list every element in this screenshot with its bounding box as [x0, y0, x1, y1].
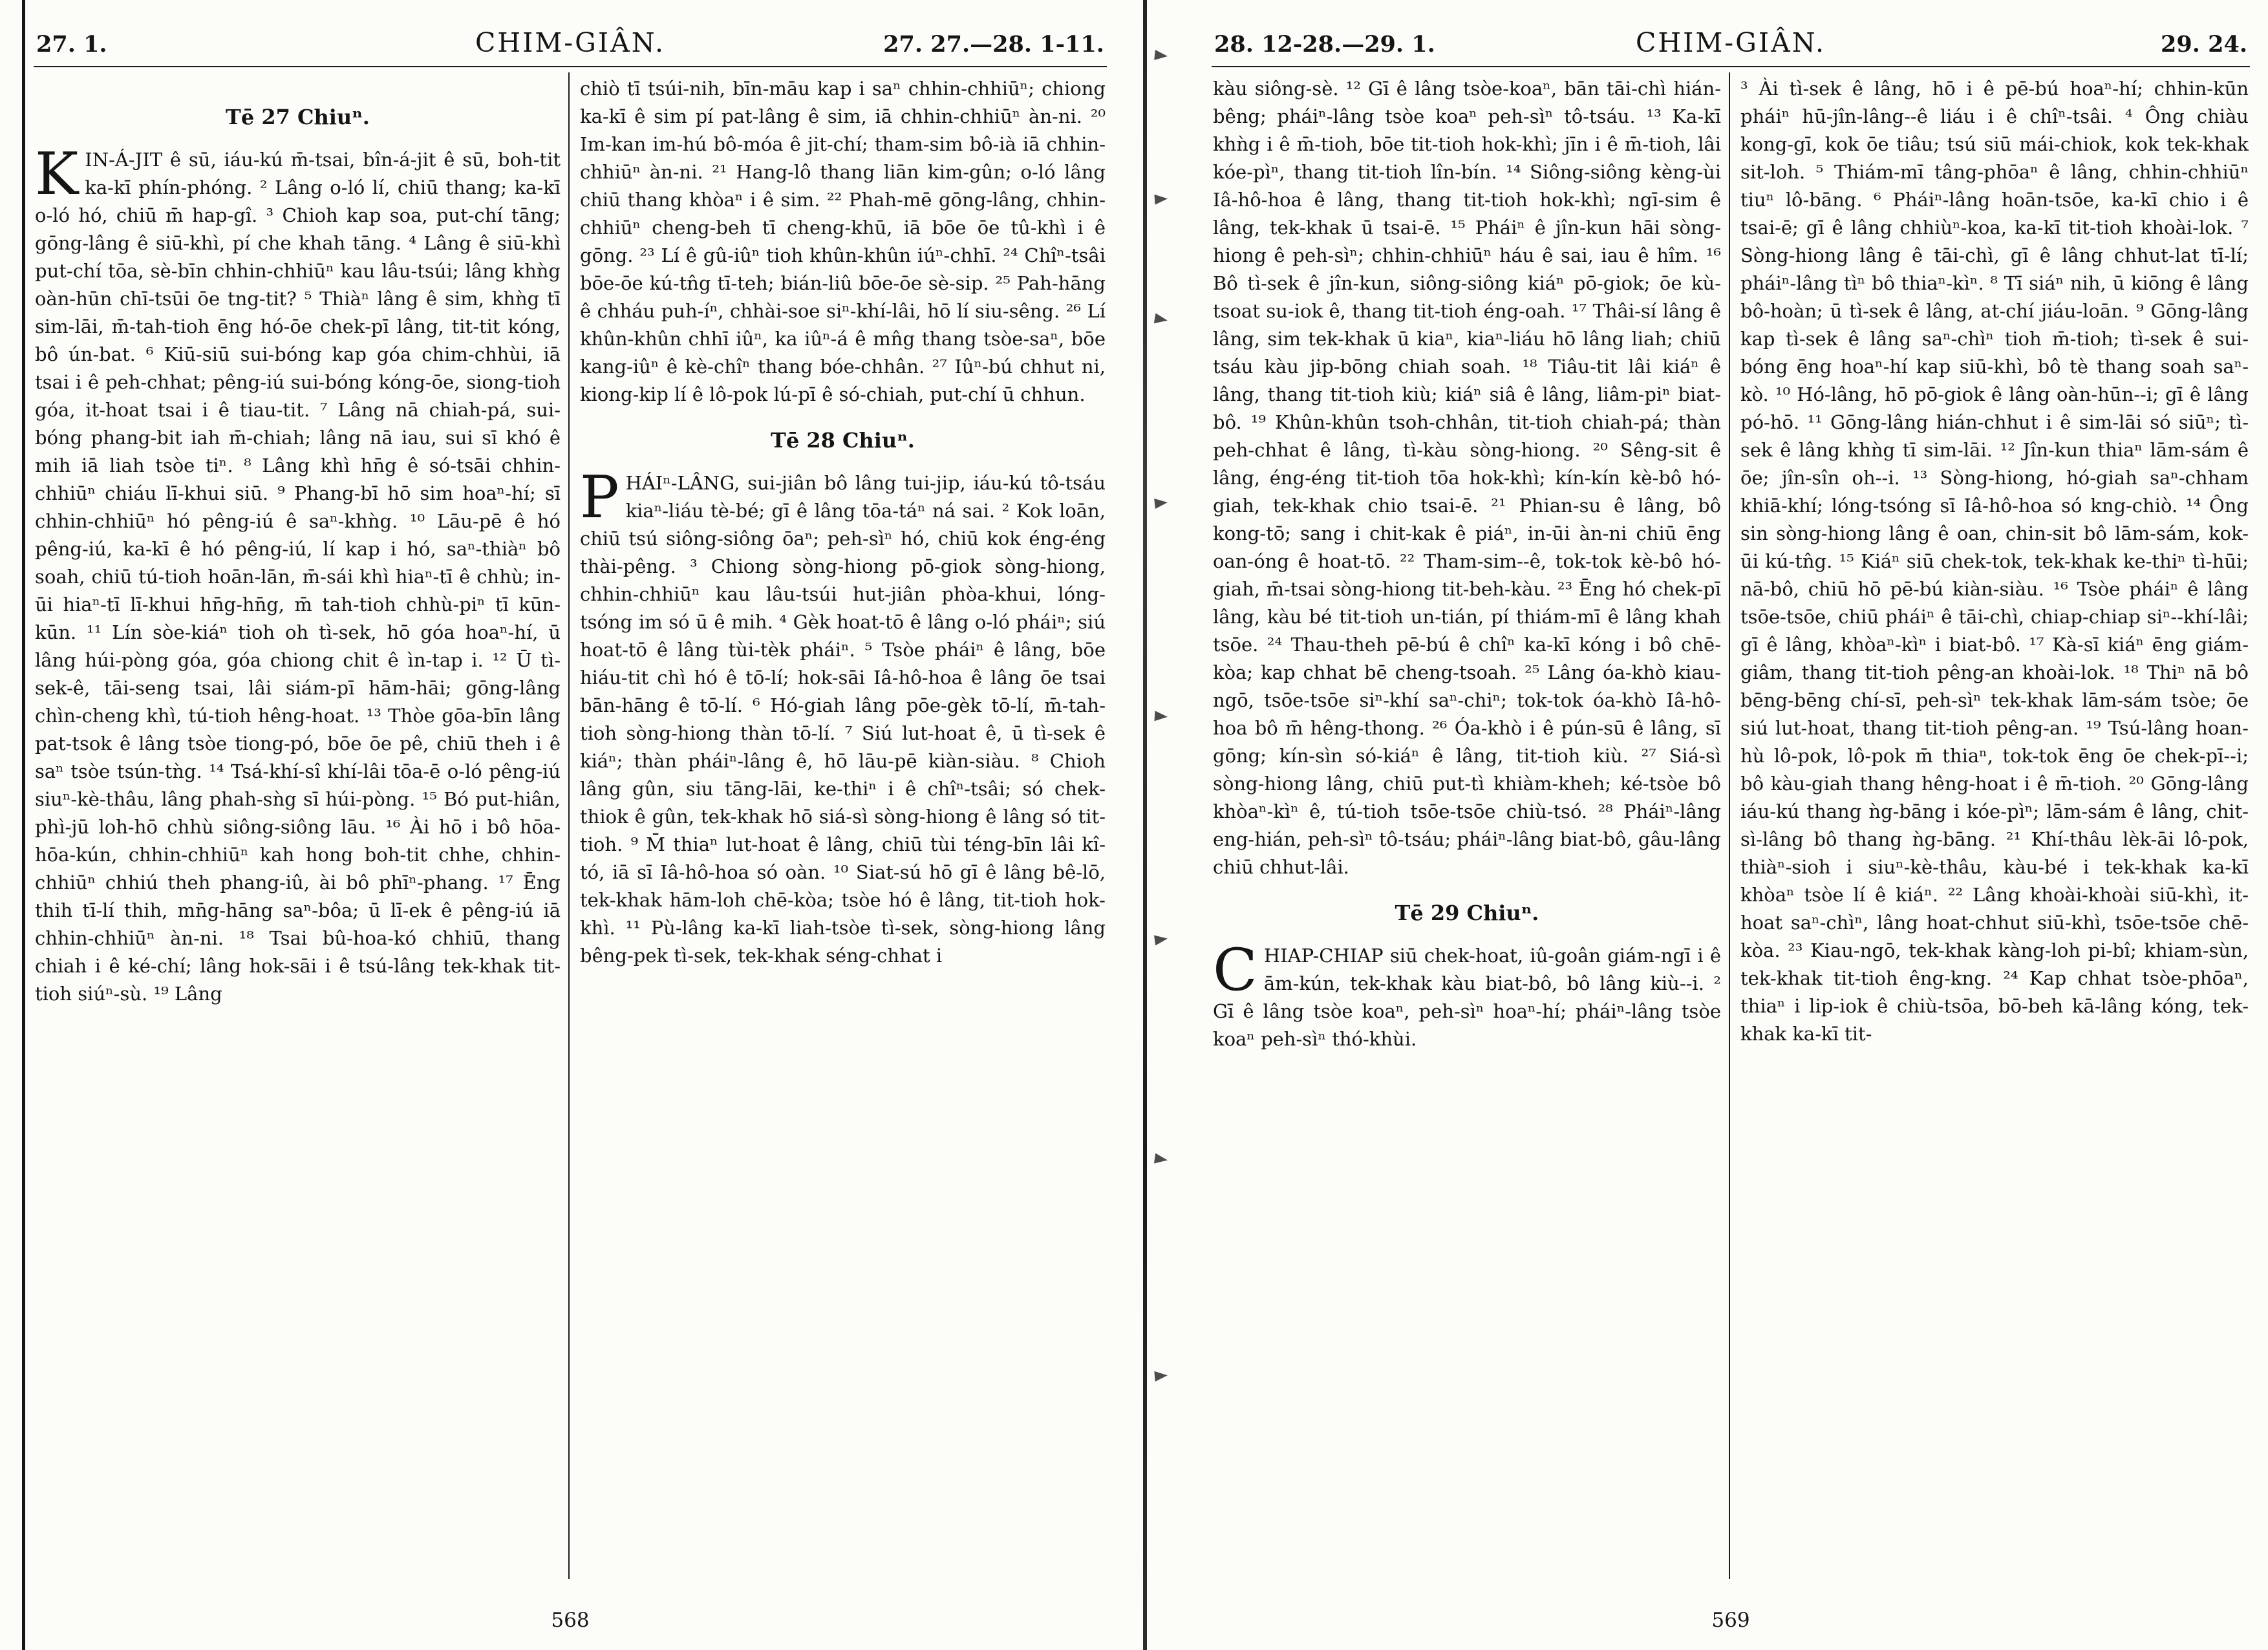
binding-mark-icon [1154, 193, 1168, 204]
verse-range-left: 27. 1. [36, 31, 107, 58]
binding-gutter-line [1143, 0, 1147, 1650]
binding-mark-icon [1154, 497, 1168, 509]
page-left [34, 27, 1107, 1634]
page-edge-line [22, 0, 25, 1650]
page-header [1212, 27, 2250, 58]
chapter-heading: Tē 27 Chiuⁿ. [226, 105, 370, 129]
drop-cap: C [1213, 936, 1257, 1004]
drop-cap: K [35, 140, 79, 208]
verse-paragraph [580, 464, 1106, 970]
binding-mark-icon [1154, 50, 1168, 61]
verse-range-right: 29. 24. [2161, 31, 2247, 58]
verse-paragraph: ³ Ài tì-sek ê lâng, hō i ê pē-bú hoaⁿ-hí; chhin-kūn pháiⁿ hū-jîn-lâng--ê liáu i ê chîⁿ-tsâi. ⁴ Ông chiàu kong-gī, kok ōe tiâu; tsú siū mái-chiok, kok tek-khak sit-loh. ⁵ Thiám-mī tâng-phōaⁿ ê lâng, chhin-chhiūⁿ tiuⁿ lô-bāng. ⁶ Pháiⁿ-lâng hoān-tsōe, ka-kī chio i ê tsai-ē; gī ê lâng chhiùⁿ-koa, ka-kī tit-tioh khoài-lok. ⁷ Sòng-hiong lâng ê tāi-chì, gī ê lâng chhut-lat tī-lí; pháiⁿ-lâng tìⁿ bô thiaⁿ-kìⁿ. ⁸ Tī siáⁿ nih, ū kiōng ê lâng bô-hoàn; ū tì-sek ê lâng, at-chí jiáu-loān. ⁹ Gōng-lâng kap tì-sek ê lâng saⁿ-chìⁿ tioh m̄-tioh; tì-sek ê sui-bóng ēng hoaⁿ-hí kap siū-khì, bô tè thang soah saⁿ-kò. ¹⁰ Hó-lâng, hō pō-giok ê lâng oàn-hūn--i; gī ê lâng pó-hō. ¹¹ Gōng-lâng hián-chhut i ê sim-lāi só siūⁿ; tì-sek ê lâng khǹg tī sim-lāi. ¹² Jîn-kun thiaⁿ lām-sám ê ōe; jîn-sîn oh--i. ¹³ Sòng-hiong, hó-giah saⁿ-chham khiā-khí; lóng-tsóng sī Iâ-hô-hoa só kng-chiò. ¹⁴ Ông sin sòng-hiong lâng ê oan, chin-sit bô lām-sám, kok-ūi kú-tn̂g. ¹⁵ Kiáⁿ siū chek-tok, tek-khak ke-thiⁿ tì-hūi; nā-bô, chiū hō pē-bú kiàn-siàu. ¹⁶ Tsòe pháiⁿ ê lâng tsōe-tsōe, chiū pháiⁿ ê tāi-chì, chiap-chiap siⁿ--khí-lâi; gī ê lâng, khòaⁿ-kìⁿ i biat-bô. ¹⁷ Kà-sī kiáⁿ ēng giám-giâm, thang tit-tioh pêng-an khoài-lok. ¹⁸ Thiⁿ nā bô bēng-bēng chí-sī, peh-sìⁿ tek-khak lām-sám tsòe; ōe siú lut-hoat, thang tit-tioh pêng-an. ¹⁹ Tsú-lâng hoan-hù lô-pok, lô-pok m̄ thiaⁿ, tok-tok ēng ōe chek-pī--i; bô kàu-giah thang hêng-hoat i ê m̄-tioh. ²⁰ Gōng-lâng iáu-kú thang ǹg-bāng i kóe-pìⁿ; lām-sám ê lâng, chit-sì-lâng bô thang ǹg-bāng. ²¹ Khí-thâu lèk-āi lô-pok, thiàⁿ-sioh i siuⁿ-kè-thâu, kàu-bé i tek-khak ka-kī khòaⁿ tsòe lí ê kiáⁿ. ²² Lâng khoài-khoài siū-khì, it-hoat saⁿ-chìⁿ, lâng hoat-chhut siū-khì, tsōe-tsōe chē-kòa. ²³ Kiau-ngō, tek-khak kàng-loh pi-bî; khiam-sùn, tek-khak tit-tioh êng-kng. ²⁴ Kap chhat tsòe-phōaⁿ, thiaⁿ i lip-iok ê chiù-tsōa, bō-beh kā-lâng kóng, tek-khak ka-kī tit- [1740, 78, 2249, 1045]
verse-paragraph [35, 140, 561, 1008]
page-number: 568 [551, 1609, 590, 1632]
verse-range-right: 27. 27.—28. 1-11. [883, 31, 1104, 58]
binding-mark-icon [1154, 1370, 1168, 1382]
verse-text: HIAP-CHIAP siū chek-hoat, iû-goân giám-ngī i ê ām-kún, tek-khak kàu biat-bô, bô lâng kiù--i. ² Gī ê lâng tsòe koaⁿ, peh-sìⁿ hoaⁿ-hí; pháiⁿ-lâng tsòe koaⁿ peh-sìⁿ thó-khùi. [1213, 945, 1721, 1050]
page-right [1212, 27, 2250, 1634]
chapter-heading: Tē 28 Chiuⁿ. [771, 428, 915, 453]
binding-mark-icon [1154, 934, 1168, 946]
chapter-heading: Tē 29 Chiuⁿ. [1395, 901, 1539, 925]
verse-paragraph [1213, 936, 1721, 1053]
column-two [570, 72, 1107, 1579]
verse-text: HÁIⁿ-LÂNG, sui-jiân bô lâng tui-jip, iáu-kú tô-tsáu kiaⁿ-liáu tè-bé; gī ê lâng tōa-táⁿ ná sai. ² Kok loān, chiū tsú siông-siông ōaⁿ; peh-sìⁿ hó, chiū kok éng-éng thài-pêng. ³ Chiong sòng-hiong pō-giok sòng-hiong, chhin-chhiūⁿ kau lâu-tsúi hut-jiân phòa-khui, lóng-tsóng im só ū ê mih. ⁴ Gèk hoat-tō ê lâng o-ló pháiⁿ; siú hoat-tō ê lâng tùi-tèk pháiⁿ. ⁵ Tsòe pháiⁿ ê lâng, bōe hiáu-tit chì hó ê tō-lí; hok-sāi Iâ-hô-hoa ê lâng ōe tsai bān-hāng ê tō-lí. ⁶ Hó-giah lâng pōe-gèk tō-lí, m̄-tah-tioh sòng-hiong thàn tō-lí. ⁷ Siú lut-hoat ê, ū tì-sek ê kiáⁿ; thàn pháiⁿ-lâng ê, hō lāu-pē kiàn-siàu. ⁸ Chioh lâng gûn, siu tāng-lāi, ke-thiⁿ i ê chîⁿ-tsâi; só chek-thiok ê gûn, tek-khak hō siá-sì sòng-hiong ê lâng só tit-tioh. ⁹ M̄ thiaⁿ lut-hoat ê lâng, chiū tùi téng-bīn lâi kî-tó, iā sī Iâ-hô-hoa só oàn. ¹⁰ Siat-sú hō gī ê lâng bê-lō, tek-khak hām-loh chē-kòa; tsòe hó ê lâng, tit-tioh hok-khì. ¹¹ Pù-lâng ka-kī liah-tsòe tì-sek, sòng-hiong lâng bêng-pek tì-sek, tek-khak séng-chhat i [580, 472, 1106, 967]
book-title: CHIM-GIÂN. [475, 27, 665, 58]
binding-mark-icon [1154, 313, 1168, 325]
header-rule [34, 66, 1107, 67]
column-two [1730, 72, 2250, 1579]
verse-paragraph: chiò tī tsúi-nih, bīn-māu kap i saⁿ chhin-chhiūⁿ; chiong ka-kī ê sim pí pat-lâng ê sim, iā chhin-chhiūⁿ àn-ni. ²⁰ Im-kan im-hú bô-móa ê jit-chí; tham-sim bô-ià iā chhin-chhiūⁿ àn-ni. ²¹ Hang-lô thang liān kim-gûn; o-ló lâng chiū thang khòaⁿ i ê sim. ²² Phah-mē gōng-lâng, chhin-chhiūⁿ cheng-beh tī cheng-khū, iā bōe ōe tû-khì i ê gōng. ²³ Lí ê gû-iûⁿ tioh khûn-khûn iúⁿ-chhī. ²⁴ Chîⁿ-tsâi bōe-ōe kú-tn̂g tī-teh; bián-liû bōe-ōe sè-sip. ²⁵ Pah-hāng ê chháu puh-íⁿ, chhài-soe siⁿ-khí-lâi, hō lí siu-sêng. ²⁶ Lí khûn-khûn chhī iûⁿ, ka iûⁿ-á ê mn̂g thang tsòe-saⁿ, bōe kang-iûⁿ ê kè-chîⁿ thang bóe-chhân. ²⁷ Iûⁿ-bú chhut ni, kiong-kip lí ê lô-pok lú-pī ê só-chiah, put-chí ū chhun. [580, 78, 1106, 405]
column-one [1212, 72, 1729, 1579]
verse-range-left: 28. 12-28.—29. 1. [1214, 31, 1435, 58]
page-number: 569 [1711, 1609, 1750, 1632]
drop-cap: P [580, 464, 619, 531]
text-columns [34, 72, 1107, 1579]
page-header [34, 27, 1107, 58]
binding-mark-icon [1154, 711, 1168, 722]
column-one [34, 72, 568, 1579]
verse-text: IN-Á-JIT ê sū, iáu-kú m̄-tsai, bîn-á-jit ê sū, boh-tit ka-kī phín-phóng. ² Lâng o-ló lí, chiū thang; ka-kī o-ló hó, chiū m̄ hap-gî. ³ Chioh kap soa, put-chí tāng; gōng-lâng ê siū-khì, pí che khah tāng. ⁴ Lâng ê siū-khì put-chí tōa, sè-bīn chhin-chhiūⁿ kau lâu-tsúi; lâng khǹg oàn-hūn chī-tsūi ōe tng-tit? ⁵ Thiàⁿ lâng ê sim, khǹg tī sim-lāi, m̄-tah-tioh ēng hó-ōe chek-pī lâng, tit-tit kóng, bô ún-bat. ⁶ Kiū-siū sui-bóng kap góa chim-chhùi, iā tsai i ê peh-chhat; pêng-iú sui-bóng kóng-ōe, siong-tioh góa, it-hoat tsai i ê tiau-tit. ⁷ Lâng nā chiah-pá, sui-bóng phang-bit iah m̄-chiah; lâng nā iau, sui sī khó ê mih iā liah tsòe tiⁿ. ⁸ Lâng khì hn̄g ê só-tsāi chhin-chhiūⁿ chiáu lī-khui siū. ⁹ Phang-bī hō sim hoaⁿ-hí; sī chhin-chhiūⁿ hó pêng-iú ê saⁿ-khǹg. ¹⁰ Lāu-pē ê hó pêng-iú, ka-kī ê hó pêng-iú, lí kap i hó, saⁿ-thiàⁿ bô soah, chiū tú-tioh hoān-lān, m̄-sái khì hiaⁿ-tī ê chhù; in-ūi hiaⁿ-tī lī-khui hn̄g-hn̄g, m̄ tah-tioh chhù-piⁿ tī kūn-kūn. ¹¹ Lín sòe-kiáⁿ tioh oh tì-sek, hō góa hoaⁿ-hí, ū lâng húi-pòng góa, góa chiong chit ê ìn-tap i. ¹² Ū tì-sek-ê, tāi-seng tsai, lâi siám-pī hām-hāi; gōng-lâng chìn-cheng khì, tú-tioh hêng-hoat. ¹³ Thòe gōa-bīn lâng pat-tsok ê lâng tsòe tiong-pó, bōe ōe pê, chiū theh i ê saⁿ tsòe tsún-tǹg. ¹⁴ Tsá-khí-sî khí-lâi tōa-ē o-ló pêng-iú siuⁿ-kè-thâu, lâng phah-sǹg sī húi-pòng. ¹⁵ Bó put-hiân, phì-jū loh-hō chhù siông-siông lāu. ¹⁶ Ài hō i bô hōa-hōa-kún, chhin-chhiūⁿ kah hong boh-tit chhe, chhin-chhiūⁿ chhiú theh phang-iû, ài bô phīⁿ-phang. ¹⁷ Ēng thih tī-lí thih, mn̄g-hāng saⁿ-bôa; ū lī-ek ê pêng-iú iā chhin-chhiūⁿ àn-ni. ¹⁸ Tsai bû-hoa-kó chhiū, thang chiah i ê ké-chí; lâng hok-sāi i ê tsú-lâng tek-khak tit-tioh siúⁿ-sù. ¹⁹ Lâng [35, 149, 561, 1005]
header-rule [1212, 66, 2250, 67]
verse-paragraph: kàu siông-sè. ¹² Gī ê lâng tsòe-koaⁿ, bān tāi-chì hián-bêng; pháiⁿ-lâng tsòe koaⁿ peh-sìⁿ tô-tsáu. ¹³ Ka-kī khǹg i ê m̄-tioh, bōe tit-tioh hok-khì; jīn i ê m̄-tioh, lâi kóe-pìⁿ, thang tit-tioh lîn-bín. ¹⁴ Siông-siông kèng-ùi Iâ-hô-hoa ê lâng, thang tit-tioh hok-khì; ngī-sim ê lâng, tek-khak ū tsai-ē. ¹⁵ Pháiⁿ ê jîn-kun hāi sòng-hiong ê peh-sìⁿ; chhin-chhiūⁿ háu ê sai, iau ê hîm. ¹⁶ Bô tì-sek ê jîn-kun, siông-siông kiáⁿ pō-giok; ōe kù-tsoat su-iok ê, thang tit-tioh éng-oah. ¹⁷ Thâi-sí lâng ê lâng, sim tek-khak ū kiaⁿ, kiaⁿ-liáu hō lâng liah; chiū tsáu kàu jip-bōng chiah soah. ¹⁸ Tiâu-tit lâi kiáⁿ ê lâng, thang tit-tioh kiù; kiáⁿ siâ ê lâng, liâm-piⁿ biat-bô. ¹⁹ Khûn-khûn tsoh-chhân, tit-tioh chiah-pá; thàn peh-chhat ê lâng, tì-kàu sòng-hiong. ²⁰ Sêng-sit ê lâng, éng-éng tit-tioh tōa hok-khì; kín-kín kè-bô hó-giah, tek-khak chio tsai-ē. ²¹ Phian-su ê lâng, bô kong-tō; sang i chit-kak ê piáⁿ, in-ūi àn-ni chiū ēng oan-óng ê hoat-tō. ²² Tham-sim--ê, tok-tok kè-bô hó-giah, m̄-tsai sòng-hiong tit-beh-kàu. ²³ Ēng hó chek-pī lâng, kàu bé tit-tioh un-tián, pí thiám-mī ê lâng khah tsōe. ²⁴ Thau-theh pē-bú ê chîⁿ ka-kī kóng i bô chē-kòa; kap chhat bē cheng-tsoah. ²⁵ Lâng óa-khò kiau-ngō, tsōe-tsōe siⁿ-khí saⁿ-chiⁿ; tok-tok óa-khò Iâ-hô-hoa bô m̄ hêng-thong. ²⁶ Óa-khò i ê pún-sū ê lâng, sī gōng; kín-sìn só-kiáⁿ ê lâng, tit-tioh kiù. ²⁷ Siá-sì sòng-hiong lâng, chiū put-tì khiàm-kheh; ké-tsòe bô khòaⁿ-kìⁿ ê, tú-tioh tsōe-tsōe chiù-tsó. ²⁸ Pháiⁿ-lâng eng-hián, peh-sìⁿ tô-tsáu; pháiⁿ-lâng biat-bô, gâu-lâng chiū chhut-lâi. [1213, 78, 1721, 878]
text-columns [1212, 72, 2250, 1579]
binding-mark-icon [1154, 1153, 1168, 1166]
book-title: CHIM-GIÂN. [1636, 27, 1826, 58]
